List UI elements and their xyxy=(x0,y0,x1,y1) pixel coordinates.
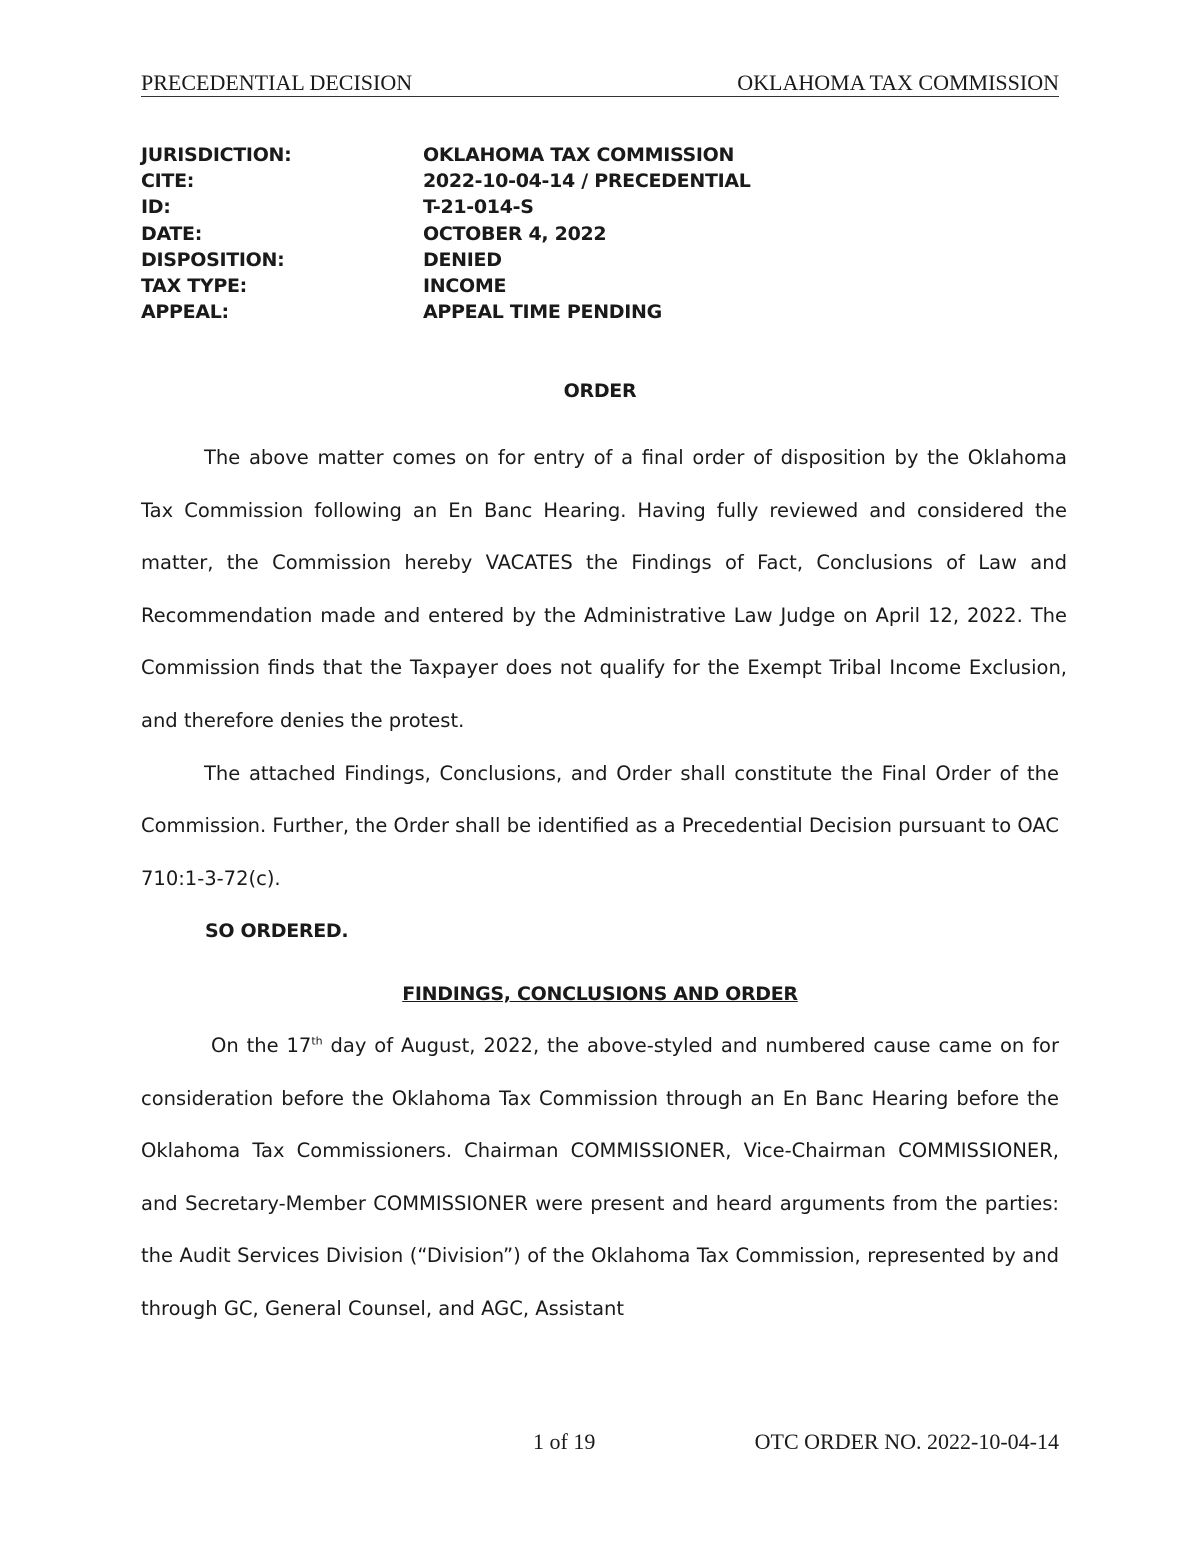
meta-value: DENIED xyxy=(423,248,502,271)
meta-row-disposition xyxy=(141,247,751,273)
so-ordered-label: SO ORDERED. xyxy=(205,920,349,942)
header-right-label: OKLAHOMA TAX COMMISSION xyxy=(737,70,1059,95)
meta-label: JURISDICTION: xyxy=(141,144,292,166)
meta-row-id xyxy=(141,194,751,220)
findings-heading-text: FINDINGS, CONCLUSIONS AND ORDER xyxy=(402,983,798,1005)
order-paragraph-1: The above matter comes on for entry of a final order of disposition by the Oklahoma Tax Commission following an En Banc Hearing. Having fully reviewed and considered the matter, the Commission hereby VACATES the Findings of Fact, Conclusions of Law and Recommendation made and entered by the Administrative Law Judge on April 12, 2022. The Commission finds that the Taxpayer does not qualify for the Exempt Tribal Income Exclusion, and therefore denies the protest. xyxy=(141,446,1067,732)
meta-row-date xyxy=(141,221,751,247)
meta-label: TAX TYPE: xyxy=(141,274,247,297)
meta-value: T-21-014-S xyxy=(423,196,534,219)
meta-label: ID: xyxy=(141,196,171,219)
meta-value: OKLAHOMA TAX COMMISSION xyxy=(423,144,735,166)
findings-paragraph xyxy=(141,1020,1059,1336)
findings-text-start: On the 17 xyxy=(211,1034,312,1057)
meta-value: 2022-10-04-14 / PRECEDENTIAL xyxy=(423,170,751,193)
meta-label: DATE: xyxy=(141,222,203,245)
page-number: 1 of 19 xyxy=(533,1429,596,1454)
header-left-label: PRECEDENTIAL DECISION xyxy=(141,70,413,95)
meta-label: APPEAL: xyxy=(141,301,229,324)
meta-row-tax-type xyxy=(141,273,751,299)
meta-value: OCTOBER 4, 2022 xyxy=(423,222,607,245)
meta-label: CITE: xyxy=(141,170,195,193)
meta-row-cite xyxy=(141,168,751,194)
findings-body xyxy=(141,1020,1059,1336)
meta-value: INCOME xyxy=(423,274,507,297)
findings-text-rest: day of August, 2022, the above-styled and numbered cause came on for consideration before the Oklahoma Tax Commission through an En Banc Hearing before the Oklahoma Tax Commissioners. Chairman COMMISSIONER, Vice-Chairman COMMISSIONER, and Secretary-Member COMMISSIONER were present and heard arguments from the parties: the Audit Services Division (“Division”) of the Oklahoma Tax Commission, represented by and through GC, General Counsel, and AGC, Assistant xyxy=(141,1034,1060,1320)
meta-value: APPEAL TIME PENDING xyxy=(423,301,662,324)
meta-row-appeal xyxy=(141,299,751,325)
meta-label: DISPOSITION: xyxy=(141,248,285,271)
ordinal-suffix: th xyxy=(311,1034,323,1048)
running-header xyxy=(141,70,1059,97)
order-heading: ORDER xyxy=(563,380,637,402)
findings-heading xyxy=(141,981,1059,1007)
order-paragraph-2: The attached Findings, Conclusions, and Order shall constitute the Final Order of the Commission. Further, the Order shall be identified as a Precedential Decision pursuant to OAC 710:1-3-72(c). xyxy=(141,761,1059,890)
meta-row-jurisdiction xyxy=(141,142,751,168)
order-number: OTC ORDER NO. 2022-10-04-14 xyxy=(754,1429,1059,1454)
case-metadata xyxy=(141,142,751,325)
order-body xyxy=(141,432,1067,905)
